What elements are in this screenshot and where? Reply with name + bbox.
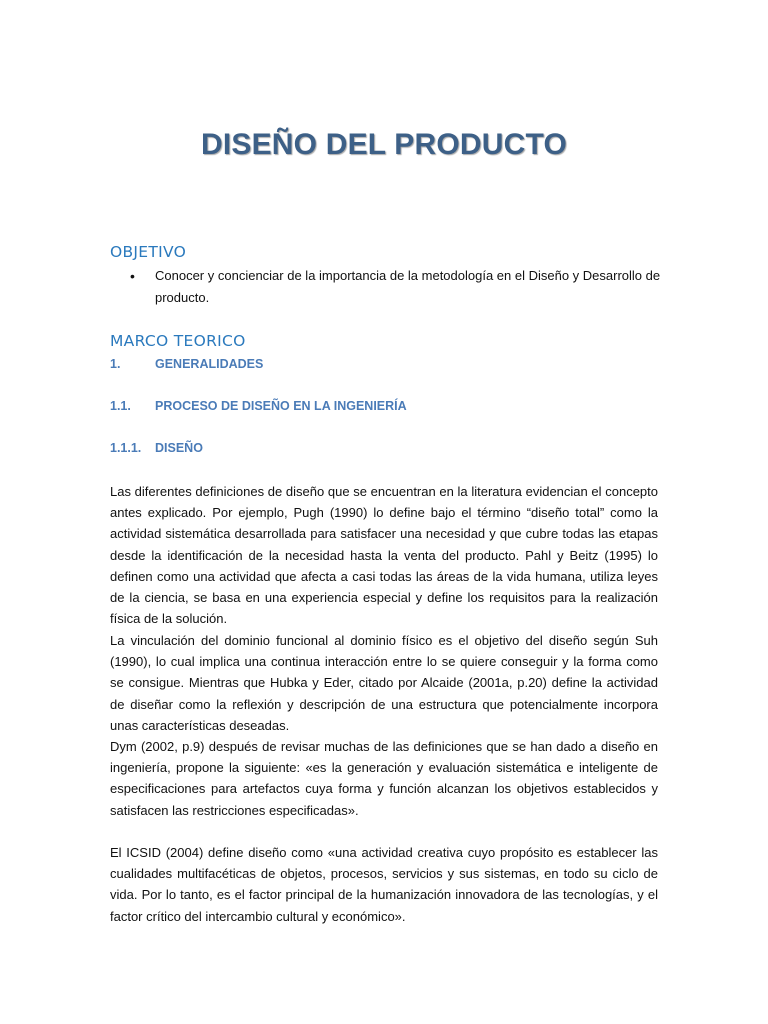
paragraph-icsid: El ICSID (2004) define diseño como «una actividad creativa cuyo propósito es establecer las cualidades multifacéticas de objetos, procesos, servicios y sus sistemas, en todo su ciclo de vida. Por lo tanto, es el factor principal de la humanización innovadora de las tecnologías, y el factor crítico del intercambio cultural y económico». <box>110 845 658 924</box>
section-number: 1.1.1. <box>110 441 142 455</box>
section-heading-1 <box>110 357 263 371</box>
objetivo-bullet-text: Conocer y concienciar de la importancia de la metodología en el Diseño y Desarrollo de producto. <box>155 268 661 305</box>
paragraph-dym: Dym (2002, p.9) después de revisar muchas de las definiciones que se han dado a diseño en ingeniería, propone la siguiente: «es la generación y evaluación sistemática e inteligente de especificaciones para artefactos cuya forma y función alcanzan los objetivos establecidos y satisfacen las restricciones especificadas». <box>110 739 658 818</box>
paragraph-vinculacion: La vinculación del dominio funcional al dominio físico es el objetivo del diseño según Suh (1990), lo cual implica una continua interacción entre lo se quiere conseguir y la forma como se consigue. Mientras que Hubka y Eder, citado por Alcaide (2001a, p.20) define la actividad de diseñar como la reflexión y descripción de una estructura que potencialmente incorpora unas características deseadas. <box>110 633 658 733</box>
section-number: 1.1. <box>110 399 131 413</box>
section-label: PROCESO DE DISEÑO EN LA INGENIERÍA <box>155 399 407 413</box>
paragraph-definiciones: Las diferentes definiciones de diseño que se encuentran en la literatura evidencian el concepto antes explicado. Por ejemplo, Pugh (1990) lo define bajo el término “diseño total” como la actividad sistemática desarrollada para satisfacer una necesidad y que cubre todas las etapas desde la identificación de la necesidad hasta la venta del producto. Pahl y Beitz (1995) lo definen como una actividad que afecta a casi todas las áreas de la vida humana, utiliza leyes de la ciencia, se basa en una experiencia especial y define los requisitos para la realización física de la solución. <box>110 484 658 627</box>
objetivo-heading: OBJETIVO <box>110 243 187 261</box>
section-label: GENERALIDADES <box>155 357 264 371</box>
bullet-icon: • <box>130 268 135 284</box>
section-heading-1-1-1 <box>110 441 203 455</box>
section-number: 1. <box>110 357 121 371</box>
document-title: DISEÑO DEL PRODUCTO <box>200 128 568 161</box>
section-label: DISEÑO <box>155 441 203 455</box>
marco-teorico-heading: MARCO TEORICO <box>110 332 246 350</box>
section-heading-1-1 <box>110 399 407 413</box>
